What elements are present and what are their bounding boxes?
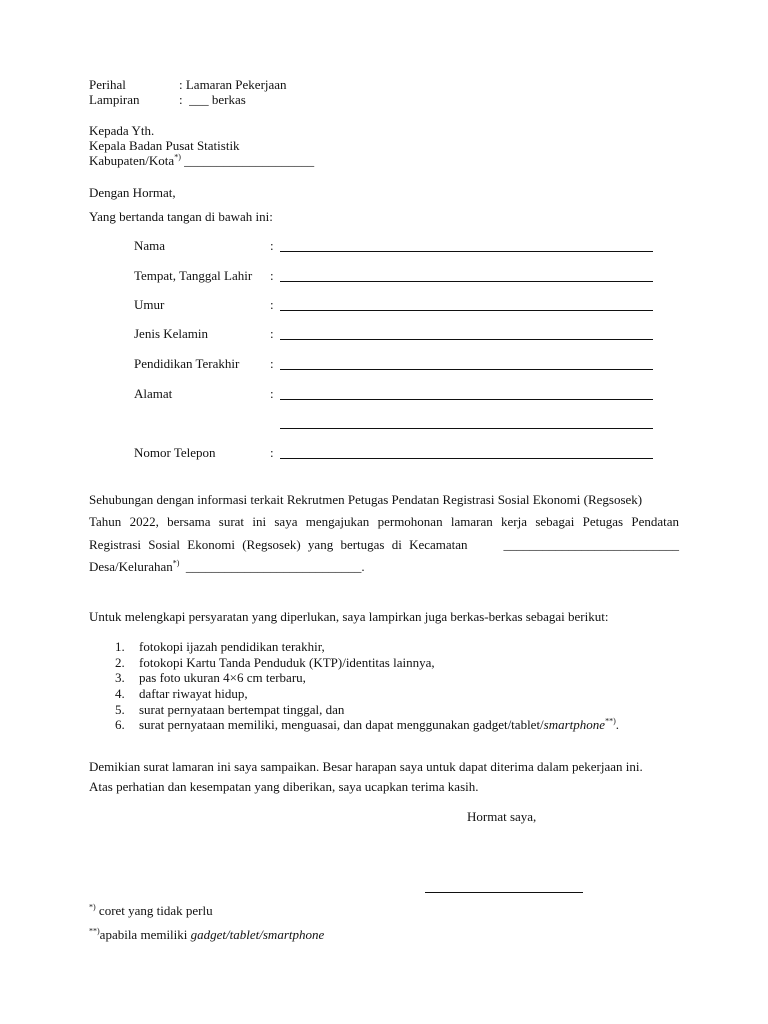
list-num: 1. (115, 639, 125, 654)
list-text: pas foto ukuran 4×6 cm terbaru, (139, 670, 306, 685)
recipient-city-label: Kabupaten/Kota (89, 153, 175, 168)
lampiran-value (179, 92, 246, 108)
field-line-umur[interactable] (280, 310, 653, 311)
field-colon: : (270, 356, 274, 371)
perihal-value: : Lamaran Pekerjaan (179, 77, 287, 92)
signoff: Hormat saya, (467, 809, 537, 824)
list-num: 3. (115, 670, 125, 685)
closing-line2: Atas perhatian dan kesempatan yang diberikan, saya ucapkan terima kasih. (89, 779, 479, 794)
footnote-2-mark: **) (89, 926, 100, 936)
list-num: 5. (115, 702, 125, 717)
list-item (115, 670, 306, 685)
body-p2: Untuk melengkapi persyaratan yang diperlukan, saya lampirkan juga berkas-berkas sebagai berikut: (89, 609, 609, 624)
recipient-city-blank: ____________________ (184, 153, 315, 168)
body-p1-line2: Tahun 2022, bersama surat ini saya mengajukan permohonan lamaran kerja sebagai Petugas Pendatan (89, 514, 679, 529)
list-text: surat pernyataan memiliki, menguasai, dan dapat menggunakan gadget/tablet/ (139, 717, 544, 732)
list-text: fotokopi Kartu Tanda Penduduk (KTP)/identitas lainnya, (139, 655, 435, 670)
field-colon: : (270, 326, 274, 341)
field-label-alamat: Alamat (134, 386, 173, 401)
lampiran-label: Lampiran (89, 92, 140, 107)
body-p1-line3-text: Registrasi Sosial Ekonomi (Regsosek) yang bertugas di Kecamatan (89, 537, 468, 552)
recipient-line3 (89, 153, 314, 169)
footnote-1-mark: *) (89, 902, 96, 912)
field-line-jenis-kelamin[interactable] (280, 339, 653, 340)
field-label-jenis-kelamin: Jenis Kelamin (134, 326, 209, 341)
recipient-mark: *) (174, 152, 181, 162)
field-colon: : (270, 386, 274, 401)
footnote-2 (89, 927, 324, 943)
lampiran-blank: ___ (189, 92, 209, 107)
signature-line[interactable] (425, 892, 583, 893)
desa-blank: ___________________________ (185, 559, 362, 574)
field-label-pendidikan: Pendidikan Terakhir (134, 356, 240, 371)
list-text: fotokopi ijazah pendidikan terakhir, (139, 639, 325, 654)
list-text: surat pernyataan bertempat tinggal, dan (139, 702, 345, 717)
field-label-ttl: Tempat, Tanggal Lahir (134, 268, 253, 283)
field-line-ttl[interactable] (280, 281, 653, 282)
list-num: 4. (115, 686, 125, 701)
field-line-nama[interactable] (280, 251, 653, 252)
lampiran-prefix: : (179, 92, 183, 107)
list-text-italic: smartphone (543, 717, 606, 732)
field-line-alamat-2[interactable] (280, 428, 653, 429)
list-text: daftar riwayat hidup, (139, 686, 248, 701)
desa-end: . (361, 559, 365, 574)
greeting: Dengan Hormat, (89, 185, 176, 200)
field-colon: : (270, 268, 274, 283)
list-item (115, 686, 248, 701)
body-p1-line4 (89, 559, 365, 575)
body-p1-line3 (89, 537, 679, 553)
footnote-1-text: coret yang tidak perlu (95, 903, 213, 918)
kecamatan-blank: ___________________________ (503, 537, 679, 552)
footnote-1 (89, 903, 213, 919)
field-colon: : (270, 238, 274, 253)
desa-label: Desa/Kelurahan (89, 559, 173, 574)
field-line-telepon[interactable] (280, 458, 653, 459)
body-p1-line1: Sehubungan dengan informasi terkait Rekrutmen Petugas Pendatan Registrasi Sosial Ekonomi (Regsosek) (89, 492, 643, 507)
field-label-nama: Nama (134, 238, 166, 253)
list-num: 6. (115, 717, 125, 732)
field-colon: : (270, 297, 274, 312)
footnote-2-text: apabila memiliki (99, 927, 191, 942)
field-label-umur: Umur (134, 297, 165, 312)
field-line-alamat-1[interactable] (280, 399, 653, 400)
perihal-label: Perihal (89, 77, 126, 92)
closing-line1: Demikian surat lamaran ini saya sampaikan. Besar harapan saya untuk dapat diterima dalam pekerjaan ini. (89, 759, 643, 774)
list-num: 2. (115, 655, 125, 670)
recipient-line2: Kepala Badan Pusat Statistik (89, 138, 240, 153)
list-item (115, 639, 325, 654)
list-item (115, 717, 619, 732)
list-mark: **) (605, 716, 616, 726)
lampiran-suffix: berkas (211, 92, 246, 107)
list-end: . (615, 717, 619, 732)
list-item (115, 655, 435, 670)
recipient-line1: Kepada Yth. (89, 123, 155, 138)
list-item (115, 702, 344, 717)
intro: Yang bertanda tangan di bawah ini: (89, 209, 273, 224)
field-colon: : (270, 445, 274, 460)
field-label-telepon: Nomor Telepon (134, 445, 216, 460)
footnote-2-italic: gadget/tablet/smartphone (190, 927, 325, 942)
desa-mark: *) (172, 558, 180, 568)
field-line-pendidikan[interactable] (280, 369, 653, 370)
